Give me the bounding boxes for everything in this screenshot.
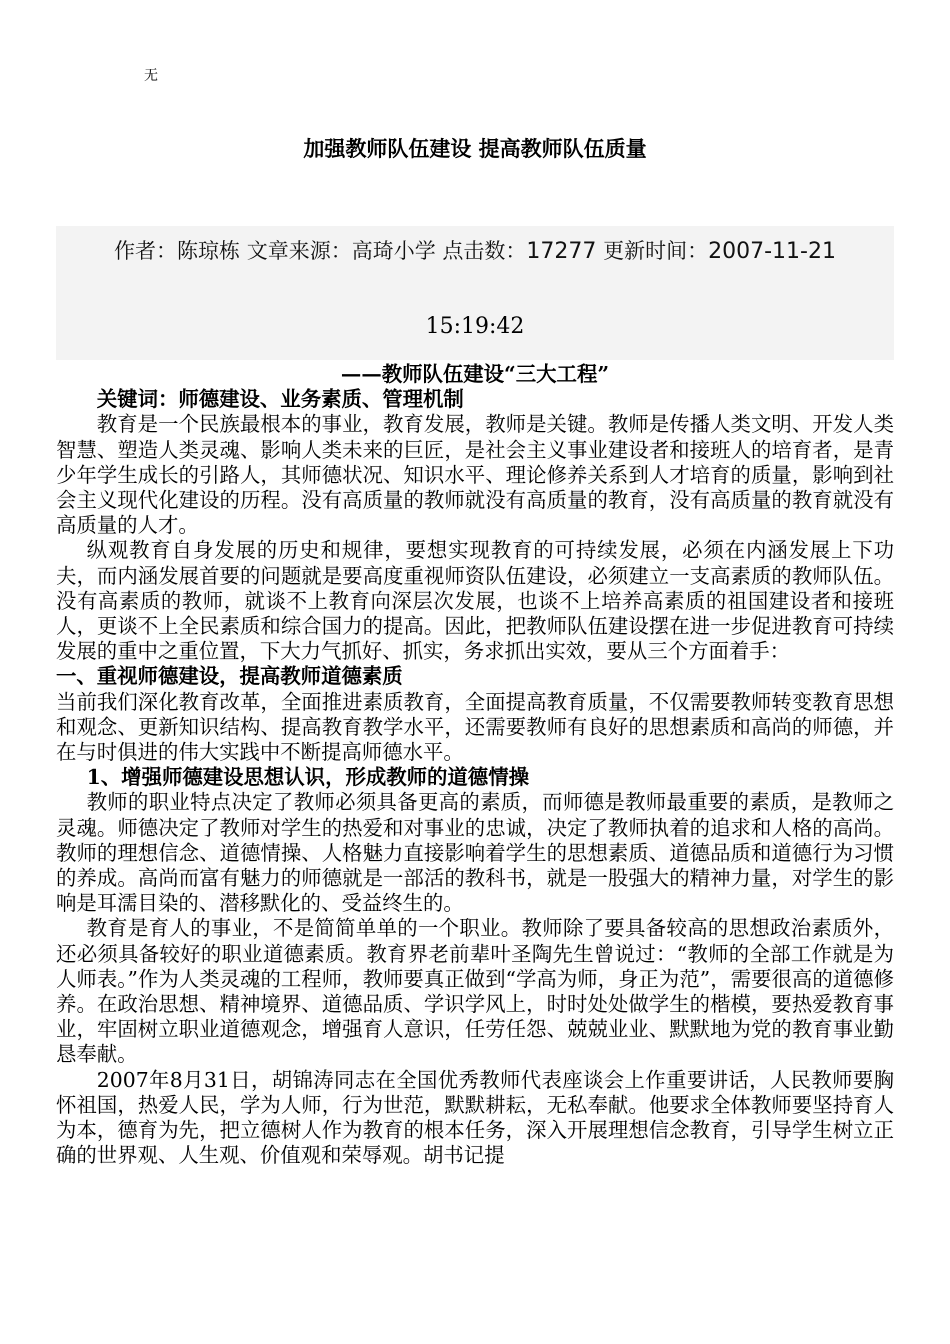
author-label: 作者：: [114, 239, 178, 263]
updated-date: 2007-11-21: [708, 239, 836, 264]
subsection-heading: 1、增强师德建设思想认识，形成教师的道德情操: [86, 765, 529, 790]
paragraph: 纵观教育自身发展的历史和规律，要想实现教育的可持续发展，必须在内涵发展上下功夫，而内涵发展首要的问题就是要高度重视师资队伍建设，必须建立一支高素质的教师队伍。没有高素质的教师，就谈不上教育向深层次发展，也谈不上培养高素质的祖国建设者和接班人，更谈不上全民素质和综合国力的提高。因此，把教师队伍建设摆在进一步促进教育可持续发展的重中之重位置，下大力气抓好、抓实，务求抓出实效，要从三个方面着手：: [56, 538, 894, 664]
source-label: 文章来源：: [246, 239, 352, 263]
paragraph: 教育是育人的事业，不是简简单单的一个职业。教师除了要具备较高的思想政治素质外，还必须具备较好的职业道德素质。教育界老前辈叶圣陶先生曾说过：“教师的全部工作就是为人师表。”作为人类灵魂的工程师，教师要真正做到“学高为师，身正为范”，需要很高的道德修养。在政治思想、精神境界、道德品质、学识学风上，时时处处做学生的楷模，要热爱教育事业，牢固树立职业道德观念，增强育人意识，任劳任怨、兢兢业业、默默地为党的教育事业勤恳奉献。: [56, 916, 894, 1067]
article-meta-line: [56, 236, 894, 267]
hits-count: 17277: [526, 239, 597, 264]
page-header-label: 无: [144, 68, 158, 84]
keywords-line: 关键词：师德建设、业务素质、管理机制: [96, 387, 464, 412]
source-name: 高琦小学: [351, 239, 436, 263]
author-name: 陈琼栋: [177, 239, 241, 263]
article-subtitle: ——教师队伍建设“三大工程”: [340, 362, 610, 386]
document-title: 加强教师队伍建设 提高教师队伍质量: [303, 136, 647, 161]
updated-label: 更新时间：: [603, 239, 709, 263]
section-heading: 一、重视师德建设，提高教师道德素质: [56, 664, 403, 689]
paragraph: 当前我们深化教育改革，全面推进素质教育，全面提高教育质量，不仅需要教师转变教育思想和观念、更新知识结构、提高教育教学水平，还需要教师有良好的思想素质和高尚的师德，并在与时俱进的伟大实践中不断提高师德水平。: [56, 689, 894, 765]
paragraph: 教育是一个民族最根本的事业，教育发展，教师是关键。教师是传播人类文明、开发人类智慧、塑造人类灵魂、影响人类未来的巨匠，是社会主义事业建设者和接班人的培育者，是青少年学生成长的引路人，其师德状况、知识水平、理论修养关系到人才培育的质量，影响到社会主义现代化建设的历程。没有高质量的教师就没有高质量的教育，没有高质量的教育就没有高质量的人才。: [56, 412, 894, 538]
paragraph: 教师的职业特点决定了教师必须具备更高的素质，而师德是教师最重要的素质，是教师之灵魂。师德决定了教师对学生的热爱和对事业的忠诚，决定了教师执着的追求和人格的高尚。教师的理想信念、道德情操、人格魅力直接影响着学生的思想素质、道德品质和道德行为习惯的养成。高尚而富有魅力的师德就是一部活的教科书，就是一股强大的精神力量，对学生的影响是耳濡目染的、潜移默化的、受益终生的。: [56, 790, 894, 916]
article-body: [56, 362, 894, 1169]
hits-label: 点击数：: [442, 239, 527, 263]
paragraph: 2007年8月31日，胡锦涛同志在全国优秀教师代表座谈会上作重要讲话，人民教师要胸怀祖国，热爱人民，学为人师，行为世范，默默耕耘，无私奉献。他要求全体教师要坚持育人为本，德育为先，把立德树人作为教育的根本任务，深入开展理想信念教育，引导学生树立正确的世界观、人生观、价值观和荣辱观。胡书记提: [56, 1067, 894, 1168]
updated-time: 15:19:42: [425, 314, 525, 339]
